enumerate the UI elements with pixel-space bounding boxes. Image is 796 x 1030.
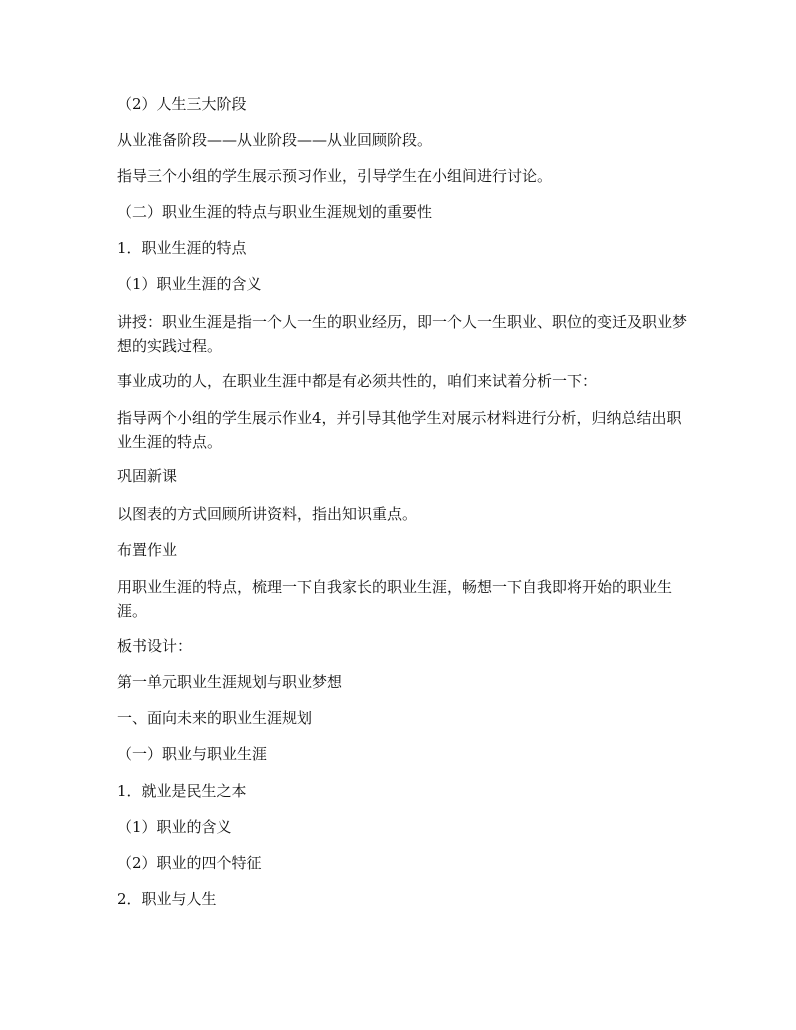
paragraph-section-one-title: 一、面向未来的职业生涯规划	[117, 709, 313, 727]
paragraph-guide-two-groups: 指导两个小组的学生展示作业4，并引导其他学生对展示材料进行分析，归纳总结出职业生涯的特点。	[117, 409, 682, 451]
paragraph-career-features-heading: 1．职业生涯的特点	[117, 239, 247, 257]
paragraph-career-definition: （1）职业的含义	[117, 818, 232, 836]
paragraph-board-design: 板书设计：	[117, 637, 193, 655]
paragraph-guide-three-groups: 指导三个小组的学生展示预习作业，引导学生在小组间进行讨论。	[117, 167, 553, 185]
paragraph-section-two-heading: （二）职业生涯的特点与职业生涯规划的重要性	[117, 203, 433, 221]
paragraph-career-four-features: （2）职业的四个特征	[117, 854, 262, 872]
paragraph-unit-one-title: 第一单元职业生涯规划与职业梦想	[117, 673, 343, 691]
paragraph-lecture: 讲授：职业生涯是指一个人一生的职业经历，即一个人一生职业、职位的变迁及职业梦想的实践过程。	[117, 313, 688, 355]
paragraph-career-and-life: 2．职业与人生	[117, 890, 217, 908]
paragraph-career-meaning: （1）职业生涯的含义	[117, 275, 262, 293]
paragraph-subsection-one: （一）职业与职业生涯	[117, 745, 268, 763]
paragraph-employment-basis: 1．就业是民生之本	[117, 782, 247, 800]
paragraph-career-stages: 从业准备阶段——从业阶段——从业回顾阶段。	[117, 131, 433, 149]
paragraph-homework-content: 用职业生涯的特点，梳理一下自我家长的职业生涯，畅想一下自我即将开始的职业生涯。	[117, 578, 673, 620]
paragraph-life-three-stages: （2）人生三大阶段	[117, 95, 247, 113]
paragraph-consolidate-heading: 巩固新课	[117, 467, 178, 485]
paragraph-homework-heading: 布置作业	[117, 541, 178, 559]
paragraph-successful-people: 事业成功的人，在职业生涯中都是有必须共性的，咱们来试着分析一下：	[117, 372, 598, 390]
paragraph-review-chart: 以图表的方式回顾所讲资料，指出知识重点。	[117, 505, 418, 523]
